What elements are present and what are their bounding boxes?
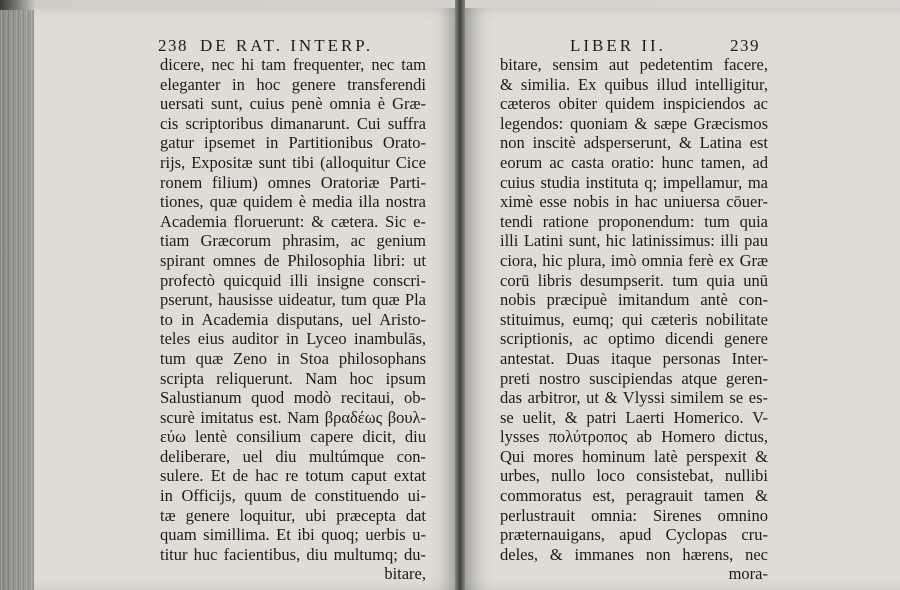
text-line: mora-	[728, 564, 768, 584]
text-line: tendi ratione proponendum: tum quia	[500, 211, 768, 231]
text-line: tæ genere loquitur, ubi præcepta dat	[160, 505, 426, 525]
text-line: eleganter in hoc genere transferendi	[160, 74, 426, 94]
text-line: bitare, sensim aut pedetentim facere,	[500, 55, 768, 74]
text-line: scripta reliquerunt. Nam hoc ipsum	[160, 368, 426, 388]
text-line: bitare,	[384, 564, 426, 584]
text-line: Qui mores hominum latè perspexit &	[500, 446, 768, 466]
text-line: ciora, hic plura, imò omnia ferè ex Græ	[500, 250, 768, 270]
page-edges	[0, 10, 34, 590]
text-line: cis scriptoribus dimanarunt. Cui suffra	[160, 113, 426, 133]
text-line: tiones, quæ quidem è media illa nostra	[160, 192, 426, 212]
text-line: profectò quicquid illi insigne conscri-	[160, 270, 426, 290]
text-line: Academia floruerunt: & cætera. Sic e-	[160, 211, 426, 231]
text-line: ximè esse nobis in hac uniuersa cōuer-	[500, 192, 768, 212]
text-line: uersati sunt, cuius penè omnia è Græ-	[160, 94, 426, 114]
text-line: cæteros obiter quidem inspiciendos ac	[500, 94, 768, 114]
text-line: ronem filium) omnes Oratoriæ Parti-	[160, 172, 426, 192]
text-line: tiam Græcorum phrasim, ac genium	[160, 231, 426, 251]
text-line: se uelit, & patri Laerti Homerico. V-	[500, 407, 768, 427]
text-line: & similia. Ex quibus illud intelligitur,	[500, 74, 768, 94]
text-line: spirant omnes de Philosophia libri: ut	[160, 250, 426, 270]
text-line: eorum ac casta oratio: hunc tamen, ad	[500, 153, 768, 172]
text-line: sulere. Et de hac re totum caput extat	[160, 466, 426, 486]
text-line: dicere, nec hi tam frequenter, nec tam	[160, 55, 426, 74]
book-gutter	[455, 0, 465, 590]
text-line: quam simillima. Et ibi quoq; uerbis u-	[160, 525, 426, 545]
right-running-head: LIBER II.	[570, 36, 666, 55]
text-line: Salustianum quod modò recitaui, ob-	[160, 388, 426, 408]
text-line: das arbitror, ut & Vlyssi similem se es-	[500, 388, 768, 408]
text-line: preti nostro suscipiendas atque geren-	[500, 368, 768, 388]
text-line: præternauigans, apud Cyclopas cru-	[500, 525, 768, 545]
text-line: nobis præcipuè imitandum antè con-	[500, 290, 768, 310]
text-line: tum quæ Zeno in Stoa philosophans	[160, 348, 426, 368]
text-line: antestat. Duas itaque personas Inter-	[500, 348, 768, 368]
text-line: illi Latini sunt, hic latinissimus: illi pau	[500, 231, 768, 251]
text-line: stituimus, eumq; qui cæteris nobilitate	[500, 309, 768, 329]
text-line: titur huc facientibus, diu multumq; du-	[160, 544, 426, 564]
left-running-head: DE RAT. INTERP.	[200, 36, 374, 55]
text-line: in Officijs, quum de constituendo ui-	[160, 486, 426, 505]
text-line: lysses πολύτροπος ab Homero dictus,	[500, 427, 768, 447]
text-line: corū libris desumpserit. tum quia unū	[500, 270, 768, 290]
text-line: cuius studia instituta q; impellamur, ma	[500, 172, 768, 192]
text-line: commoratus est, peragrauit tamen &	[500, 486, 768, 505]
text-line: deliberare, uel diu multúmque con-	[160, 446, 426, 466]
text-line: rijs, Expositæ sunt tibi (alloquitur Cice	[160, 153, 426, 172]
text-line: legendos: quoniam & sæpe Græcismos	[500, 113, 768, 133]
text-line: perlustrauit omnia: Sirenes omnino	[500, 505, 768, 525]
text-line: urbes, nullo loco consistebat, nullibi	[500, 466, 768, 486]
text-line: teles eius auditor in Lyceo inambulās,	[160, 329, 426, 349]
text-line: to in Academia disputans, uel Aristo-	[160, 309, 426, 329]
right-page-number: 239	[730, 36, 760, 55]
text-line: gatur ipsemet in Partitionibus Orato-	[160, 133, 426, 153]
text-line: εύω lentè consilium capere dicit, diu	[160, 427, 426, 447]
text-line: scurè imitatus est. Nam βραδέως βουλ-	[160, 407, 426, 427]
text-line: pserunt, hausisse uideatur, tum quæ Pla	[160, 290, 426, 310]
text-line: deles, & immanes non hærens, nec	[500, 544, 768, 564]
left-page-number: 238	[158, 36, 188, 55]
text-line: scriptionis, ac optimo dicendi genere	[500, 329, 768, 349]
text-line: non inscitè adsperserunt, & Latina est	[500, 133, 768, 153]
